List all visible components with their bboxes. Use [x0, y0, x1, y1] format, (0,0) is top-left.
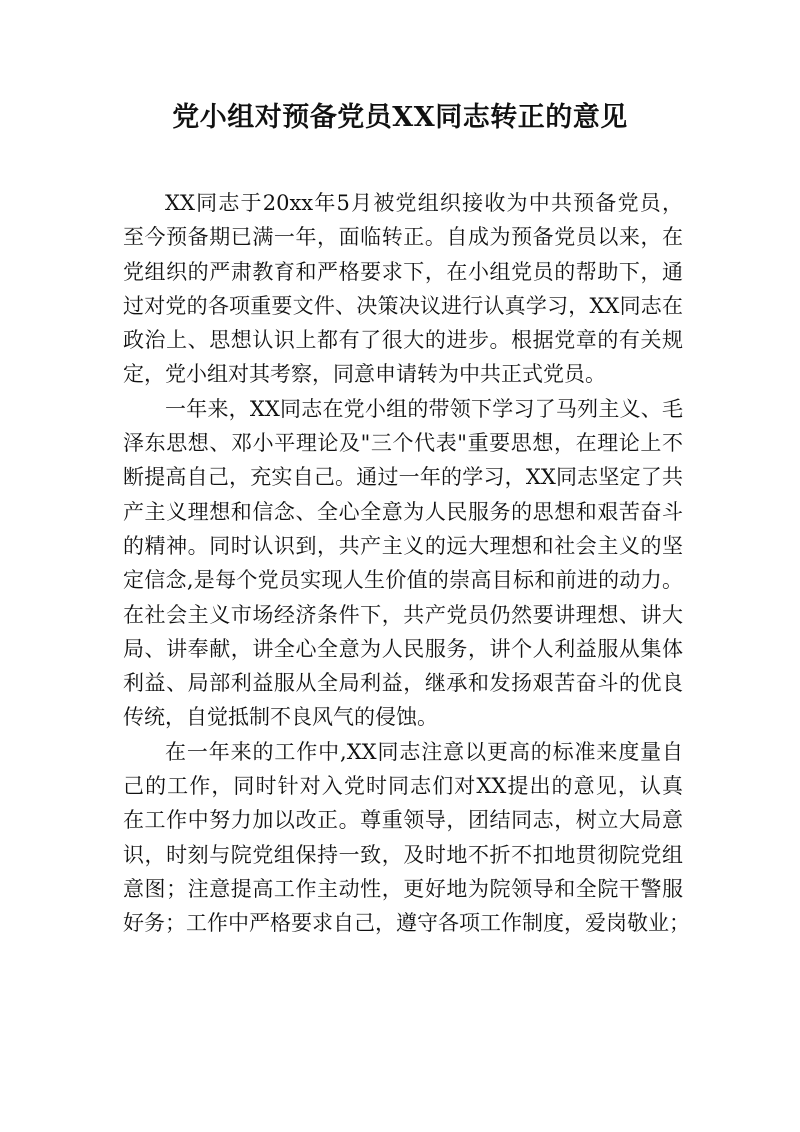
text-line: 己的工作，同时针对入党时同志们对XX提出的意见，认真: [123, 774, 683, 799]
text-line: 一年来，XX同志在党小组的带领下学习了马列主义、毛: [165, 396, 683, 421]
document-title: 党小组对预备党员XX同志转正的意见: [172, 102, 628, 133]
text-line: 泽东思想、邓小平理论及"三个代表"重要思想，在理论上不: [123, 431, 683, 456]
text-line: 局、讲奉献，讲全心全意为人民服务，讲个人利益服从集体: [123, 636, 683, 661]
text-line: 在工作中努力加以改正。尊重领导，团结同志，树立大局意: [123, 808, 683, 833]
text-line: 利益、局部利益服从全局利益，继承和发扬艰苦奋斗的优良: [123, 671, 683, 696]
text-line: XX同志于20xx年5月被党组织接收为中共预备党员，: [165, 191, 683, 215]
text-line: 过对党的各项重要文件、决策决议进行认真学习，XX同志在: [123, 293, 683, 318]
document-body: [123, 186, 690, 941]
paragraph: [123, 186, 683, 392]
text-line: 在社会主义市场经济条件下，共产党员仍然要讲理想、讲大: [123, 602, 683, 627]
text-line: 至今预备期已满一年，面临转正。自成为预备党员以来，在: [123, 225, 683, 250]
text-line: 识，时刻与院党组保持一致，及时地不折不扣地贯彻院党组: [123, 842, 683, 867]
text-line: 党组织的严肃教育和严格要求下，在小组党员的帮助下，通: [123, 259, 683, 284]
paragraph: [123, 392, 683, 735]
text-line: 定信念,是每个党员实现人生价值的崇高目标和前进的动力。: [123, 568, 683, 593]
text-line: 定，党小组对其考察，同意申请转为中共正式党员。: [123, 362, 606, 387]
text-line: 意图；注意提高工作主动性，更好地为院领导和全院干警服: [123, 876, 683, 901]
text-line: 传统，自觉抵制不良风气的侵蚀。: [123, 705, 438, 730]
text-line: 的精神。同时认识到，共产主义的远大理想和社会主义的坚: [123, 533, 683, 558]
paragraph: [123, 735, 690, 941]
text-line: 在一年来的工作中,XX同志注意以更高的标准来度量自: [165, 739, 683, 764]
text-line: 好务；工作中严格要求自己，遵守各项工作制度，爱岗敬业；: [123, 911, 690, 936]
text-line: 断提高自己，充实自己。通过一年的学习，XX同志坚定了共: [123, 465, 683, 490]
text-line: 政治上、思想认识上都有了很大的进步。根据党章的有关规: [123, 328, 683, 353]
text-line: 产主义理想和信念、全心全意为人民服务的思想和艰苦奋斗: [123, 499, 683, 524]
